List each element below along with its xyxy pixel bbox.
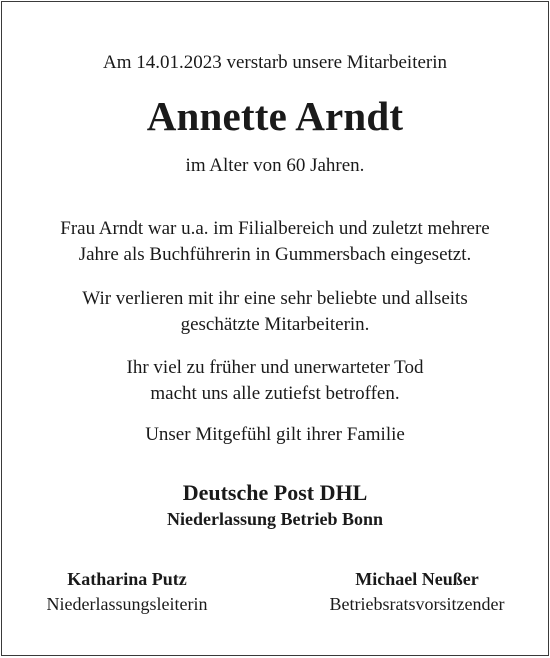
death-announcement: Am 14.01.2023 verstarb unsere Mitarbeiterin	[102, 52, 448, 73]
grief-paragraph	[2, 355, 548, 407]
condolence-paragraph	[2, 422, 548, 448]
branch-name: Niederlassung Betrieb Bonn	[166, 509, 384, 529]
signatory-left	[32, 568, 222, 618]
obituary-notice	[1, 1, 549, 656]
text-line: Unser Mitgefühl gilt ihrer Familie	[145, 424, 405, 445]
text-line: macht uns alle zutiefst betroffen.	[150, 383, 400, 404]
signatory-right	[314, 568, 520, 618]
tribute-paragraph	[2, 286, 548, 338]
text-line: Frau Arndt war u.a. im Filialbereich und zuletzt mehrere	[60, 218, 490, 239]
signatory-role: Niederlassungsleiterin	[46, 594, 208, 614]
text-line: Wir verlieren mit ihr eine sehr beliebte und allseits	[82, 288, 468, 309]
signatory-name: Katharina Putz	[67, 569, 187, 589]
text-line: Jahre als Buchführerin in Gummersbach eingesetzt.	[78, 244, 472, 265]
signatory-role: Betriebsratsvorsitzender	[329, 594, 505, 614]
deceased-name: Annette Arndt	[146, 93, 404, 139]
career-paragraph	[2, 216, 548, 268]
text-line: Ihr viel zu früher und unerwarteter Tod	[126, 357, 424, 378]
company-name: Deutsche Post DHL	[182, 480, 368, 505]
text-line: geschätzte Mitarbeiterin.	[180, 314, 370, 335]
signatory-name: Michael Neußer	[355, 569, 479, 589]
age-line: im Alter von 60 Jahren.	[185, 155, 365, 176]
